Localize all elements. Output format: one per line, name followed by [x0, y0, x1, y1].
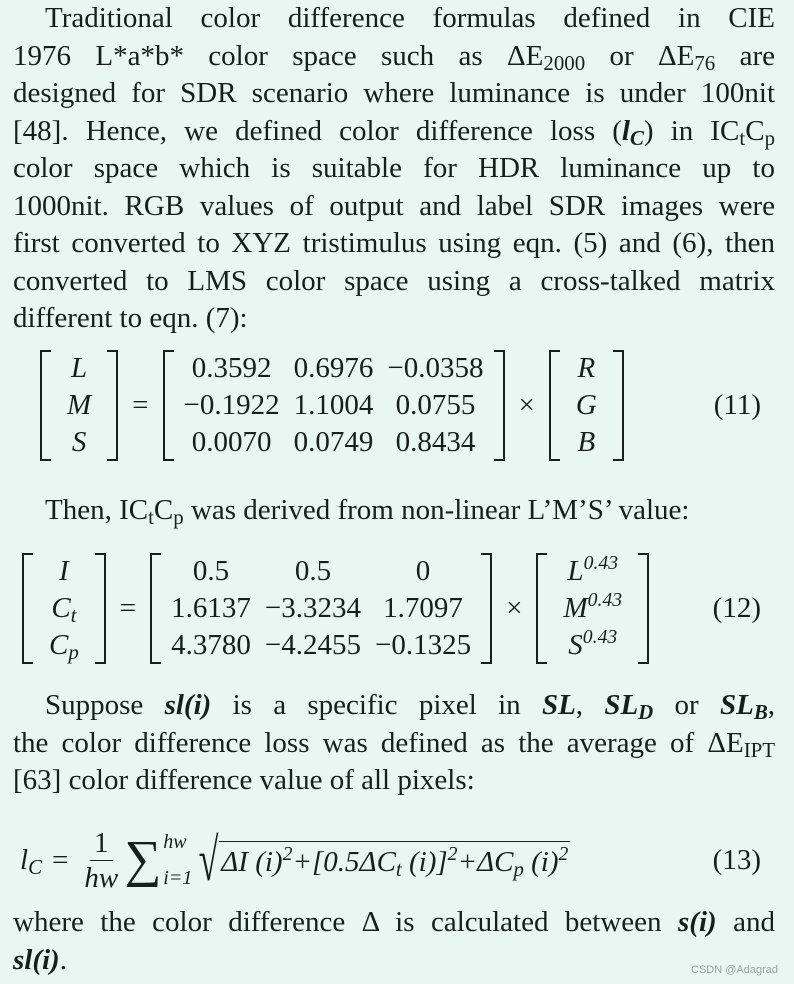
left-bracket	[549, 350, 560, 461]
text-line	[13, 113, 775, 150]
lms-conversion-matrix	[163, 350, 505, 461]
text-segment: B	[753, 700, 768, 725]
text-segment: different to eqn. (7):	[13, 302, 248, 334]
text-segment: p	[764, 125, 775, 150]
sum-upper-limit: hw	[163, 831, 187, 853]
matrix-cell: −4.2455	[264, 628, 361, 661]
text-segment: 76	[694, 50, 716, 75]
text-segment: is a specific pixel in	[211, 689, 542, 721]
sigma-symbol: ∑	[124, 831, 162, 888]
text-line	[13, 904, 775, 941]
matrix-cell: −0.1922	[183, 388, 280, 421]
equation-13	[20, 815, 780, 905]
lms-vector	[40, 350, 118, 461]
equation-number: (11)	[713, 388, 761, 421]
text-segment: ΔI (i)	[221, 846, 283, 878]
text-segment: p	[513, 857, 524, 882]
left-bracket	[150, 553, 161, 664]
text-segment: sl(i)	[164, 689, 212, 721]
text-segment: (i)	[523, 846, 559, 878]
text-segment: L	[567, 554, 584, 587]
matrix-cell: 0	[415, 554, 431, 587]
text-segment: [63] color difference value of all pixels:	[13, 764, 475, 796]
matrix-cell: −3.3234	[264, 591, 361, 624]
left-bracket	[40, 350, 51, 461]
text-segment: +[0.5ΔC	[292, 846, 396, 878]
text-segment: [48]. Hence, we defined color difference loss (	[13, 114, 622, 147]
text-segment: IPT	[743, 737, 775, 762]
text-line	[13, 150, 775, 187]
matrix-cell: R	[577, 351, 596, 384]
text-segment: C	[51, 591, 71, 624]
square-root	[192, 827, 570, 893]
left-bracket	[536, 553, 547, 664]
equation-number: (12)	[712, 591, 761, 624]
text-segment: t	[70, 602, 77, 627]
equation-12	[22, 552, 780, 664]
text-segment: t	[148, 505, 154, 530]
matrix-cell: 0.5	[192, 554, 230, 587]
matrix-cell: 1.6137	[171, 591, 251, 624]
right-bracket	[107, 350, 118, 461]
text-line	[13, 38, 775, 75]
text-segment: or ΔE	[585, 39, 695, 72]
right-bracket	[494, 350, 505, 461]
then-line	[45, 492, 775, 529]
right-bracket	[638, 553, 649, 664]
radical-icon: √	[198, 827, 219, 893]
text-segment: l	[621, 114, 630, 147]
text-segment: p	[173, 505, 184, 530]
text-segment: SL	[541, 689, 576, 721]
matrix-cell	[49, 590, 79, 627]
text-line	[13, 75, 775, 112]
text-segment: 2000	[543, 50, 586, 75]
text-segment: M	[563, 591, 588, 624]
equation-number: (13)	[712, 843, 761, 876]
fraction	[84, 826, 118, 895]
right-bracket	[95, 553, 106, 664]
text-segment: p	[68, 639, 79, 664]
text-segment: 0.43	[582, 625, 618, 648]
text-segment: 1000nit. RGB values of output and label SDR images were	[13, 189, 775, 222]
text-segment: SL	[604, 689, 639, 721]
matrix-cell	[563, 627, 622, 664]
times-sign: ×	[518, 388, 535, 421]
text-segment: and	[716, 906, 775, 938]
text-segment: 0.43	[587, 588, 623, 611]
text-segment: 2	[447, 843, 458, 866]
text-segment: converted to LMS color space using a cross-talked matrix	[13, 264, 775, 297]
text-line	[13, 762, 775, 799]
text-segment: color space which is suitable for HDR luminance up to	[13, 152, 775, 184]
text-line	[45, 0, 775, 37]
matrix-cell: 0.8434	[395, 425, 476, 458]
text-line	[13, 942, 775, 979]
matrix-cell: 0.6976	[293, 351, 374, 384]
text-segment: .	[59, 943, 67, 976]
equation-11	[40, 340, 780, 470]
loss-symbol: $l_C$	[20, 843, 42, 879]
equals-sign: =	[132, 388, 149, 421]
sum-lower-limit: i=1	[163, 867, 193, 889]
text-segment: C	[629, 125, 644, 150]
text-segment: t	[739, 125, 746, 150]
summation	[124, 831, 192, 889]
matrix-cell: G	[575, 388, 597, 421]
fraction-denominator: hw	[84, 861, 119, 894]
text-line	[13, 225, 775, 262]
text-segment: s(i)	[678, 906, 717, 938]
matrix-cell: 0.5	[294, 554, 332, 587]
watermark: CSDN @Adagrad	[691, 964, 778, 976]
matrix-cell	[49, 553, 79, 590]
matrix-cell: 0.0749	[293, 425, 374, 458]
text-segment: C	[745, 114, 765, 147]
text-segment: the color difference loss was defined as the average of ΔE	[13, 726, 744, 759]
matrix-cell: 0.3592	[191, 351, 272, 384]
matrix-cell: 4.3780	[171, 628, 251, 661]
rgb-vector	[549, 350, 624, 461]
right-bracket	[481, 553, 492, 664]
text-segment: first converted to XYZ tristimulus using eqn. (5) and (6), then	[13, 227, 775, 259]
text-segment: C	[153, 494, 174, 526]
fraction-numerator: 1	[90, 826, 113, 861]
text-segment: was derived from non-linear L’M’S’ value:	[183, 494, 690, 526]
left-bracket	[163, 350, 174, 461]
ictcp-conversion-matrix	[150, 553, 492, 664]
text-segment: ,	[575, 689, 605, 721]
text-segment: sl(i)	[13, 943, 60, 976]
text-line	[13, 300, 775, 337]
text-segment: where the color difference Δ is calculated between	[13, 906, 678, 938]
text-line	[45, 687, 775, 724]
text-segment: +ΔC	[457, 846, 514, 878]
text-segment: C	[49, 628, 69, 661]
text-segment: I	[59, 554, 69, 587]
equals-sign: =	[52, 843, 69, 876]
text-segment: SL	[719, 689, 754, 721]
matrix-cell: B	[577, 425, 596, 458]
text-segment: 2	[282, 843, 293, 866]
matrix-cell	[49, 627, 79, 664]
text-segment: 2	[558, 843, 569, 866]
text-segment: Suppose	[45, 689, 165, 721]
text-segment: t	[395, 857, 402, 882]
matrix-cell: −0.1325	[375, 628, 472, 661]
text-segment: Then, IC	[45, 494, 149, 526]
text-segment: S	[568, 628, 583, 661]
matrix-cell: 0.0755	[395, 388, 476, 421]
text-segment: 0.43	[583, 551, 619, 574]
times-sign: ×	[506, 591, 523, 624]
text-segment: Traditional color difference formulas defined in CIE	[45, 2, 775, 34]
text-segment: D	[638, 700, 654, 725]
text-segment: 1976 L*a*b* color space such as ΔE	[13, 39, 544, 72]
matrix-cell: M	[67, 388, 92, 421]
text-segment: designed for SDR scenario where luminance is under 100nit	[13, 77, 775, 109]
equals-sign: =	[119, 591, 137, 624]
left-bracket	[22, 553, 33, 664]
radicand	[219, 841, 570, 882]
ictcp-vector	[22, 553, 106, 664]
text-segment: ) in IC	[643, 114, 740, 147]
matrix-cell: 1.1004	[293, 388, 374, 421]
nonlinear-lms-vector	[536, 553, 649, 664]
matrix-cell: 0.0070	[191, 425, 272, 458]
text-segment: are	[715, 39, 775, 72]
text-line	[13, 725, 775, 762]
text-segment: ,	[767, 689, 776, 721]
text-segment: or	[653, 689, 720, 721]
matrix-cell: 1.7097	[383, 591, 463, 624]
right-bracket	[613, 350, 624, 461]
matrix-cell: S	[71, 425, 87, 458]
matrix-cell: L	[71, 351, 88, 384]
text-line	[13, 188, 775, 225]
matrix-cell: −0.0358	[387, 351, 484, 384]
text-line	[13, 263, 775, 300]
text-segment: (i)]	[401, 846, 448, 878]
matrix-cell	[563, 590, 622, 627]
matrix-cell	[563, 553, 622, 590]
